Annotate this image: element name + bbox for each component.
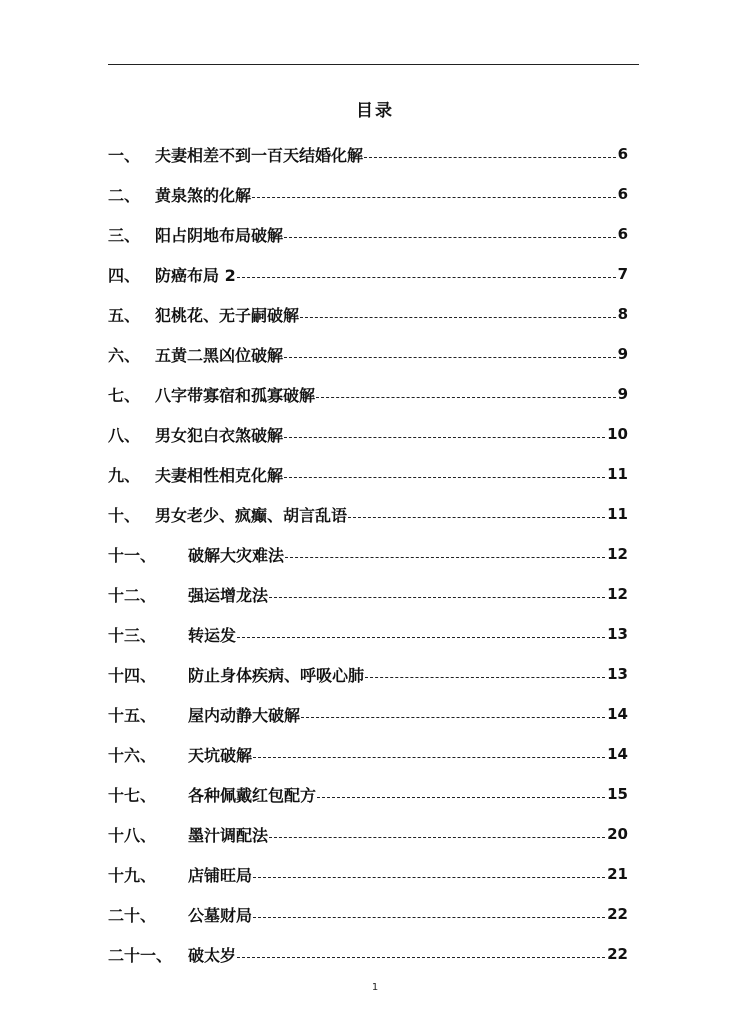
toc-entry-title: 防止身体疾病、呼吸心肺 [188, 665, 365, 685]
header-rule [108, 64, 639, 65]
toc-entry-title: 八字带寡宿和孤寡破解 [155, 385, 316, 405]
toc-entry-number: 十二、 [108, 585, 157, 605]
toc-entry-page: 22 [607, 945, 628, 963]
toc-entry-page: 14 [607, 705, 628, 723]
toc-entry-number: 三、 [108, 225, 141, 245]
toc-entry-number: 二、 [108, 185, 141, 205]
toc-entry[interactable] [108, 374, 628, 414]
leader-dots [285, 557, 605, 558]
leader-dots [364, 157, 616, 158]
toc-entry[interactable] [108, 734, 628, 774]
leader-dots [253, 877, 605, 878]
toc-entry[interactable] [108, 774, 628, 814]
toc-entry[interactable] [108, 694, 628, 734]
toc-entry-page: 15 [607, 785, 628, 803]
toc-entry-title: 阳占阴地布局破解 [155, 225, 284, 245]
toc-entry-number: 十、 [108, 505, 141, 525]
toc-entry-page: 9 [617, 345, 628, 363]
leader-dots [284, 237, 616, 238]
toc-entry[interactable] [108, 134, 628, 174]
toc-entry-title: 防癌布局 2 [155, 265, 236, 285]
toc-entry-number: 十四、 [108, 665, 157, 685]
toc-entry[interactable] [108, 574, 628, 614]
toc-entry-title: 犯桃花、无子嗣破解 [155, 305, 300, 325]
toc-entry-title: 破太岁 [188, 945, 237, 965]
toc-entry-number: 四、 [108, 265, 141, 285]
leader-dots [284, 477, 605, 478]
toc-entry-number: 二十一、 [108, 945, 173, 965]
toc-entry-number: 十八、 [108, 825, 157, 845]
toc-entry-title: 男女老少、疯癫、胡言乱语 [155, 505, 348, 525]
leader-dots [269, 837, 605, 838]
leader-dots [253, 917, 605, 918]
toc-entry-page: 8 [617, 305, 628, 323]
toc-entry-number: 十六、 [108, 745, 157, 765]
toc-entry-title: 黄泉煞的化解 [155, 185, 252, 205]
leader-dots [365, 677, 605, 678]
toc-entry-page: 9 [617, 385, 628, 403]
toc-entry-page: 14 [607, 745, 628, 763]
toc-entry-number: 七、 [108, 385, 141, 405]
leader-dots [316, 397, 616, 398]
toc-entry[interactable] [108, 614, 628, 654]
toc-list [108, 134, 628, 974]
toc-entry-page: 6 [617, 225, 628, 243]
toc-entry[interactable] [108, 814, 628, 854]
toc-entry-page: 12 [607, 545, 628, 563]
toc-entry-title: 店铺旺局 [188, 865, 253, 885]
toc-entry-page: 11 [607, 505, 628, 523]
toc-entry-number: 十九、 [108, 865, 157, 885]
toc-entry[interactable] [108, 174, 628, 214]
toc-entry[interactable] [108, 534, 628, 574]
toc-entry-title: 夫妻相性相克化解 [155, 465, 284, 485]
toc-entry-title: 各种佩戴红包配方 [188, 785, 317, 805]
toc-entry-number: 八、 [108, 425, 141, 445]
leader-dots [301, 717, 605, 718]
toc-entry[interactable] [108, 214, 628, 254]
toc-entry[interactable] [108, 494, 628, 534]
toc-entry-title: 天坑破解 [188, 745, 253, 765]
toc-entry-number: 六、 [108, 345, 141, 365]
toc-entry[interactable] [108, 334, 628, 374]
toc-entry-page: 21 [607, 865, 628, 883]
toc-entry[interactable] [108, 414, 628, 454]
toc-entry-page: 10 [607, 425, 628, 443]
leader-dots [284, 357, 616, 358]
toc-entry-number: 一、 [108, 145, 141, 165]
toc-title: 目录 [356, 101, 394, 121]
leader-dots [269, 597, 605, 598]
toc-entry-page: 22 [607, 905, 628, 923]
toc-entry-title: 五黄二黑凶位破解 [155, 345, 284, 365]
toc-entry-page: 13 [607, 665, 628, 683]
toc-entry[interactable] [108, 894, 628, 934]
toc-entry[interactable] [108, 654, 628, 694]
toc-entry-title: 公墓财局 [188, 905, 253, 925]
toc-entry-title: 夫妻相差不到一百天结婚化解 [155, 145, 364, 165]
toc-entry[interactable] [108, 854, 628, 894]
toc-entry-title: 破解大灾难法 [188, 545, 285, 565]
toc-entry[interactable] [108, 254, 628, 294]
toc-entry[interactable] [108, 934, 628, 974]
toc-entry-number: 十一、 [108, 545, 157, 565]
toc-entry-number: 十三、 [108, 625, 157, 645]
leader-dots [284, 437, 605, 438]
leader-dots [253, 757, 605, 758]
toc-entry-page: 6 [617, 145, 628, 163]
leader-dots [237, 637, 605, 638]
leader-dots [348, 517, 605, 518]
toc-entry-number: 二十、 [108, 905, 157, 925]
toc-entry-title: 转运发 [188, 625, 237, 645]
toc-entry-page: 13 [607, 625, 628, 643]
toc-entry-page: 20 [607, 825, 628, 843]
toc-entry-page: 6 [617, 185, 628, 203]
leader-dots [317, 797, 605, 798]
toc-entry[interactable] [108, 454, 628, 494]
toc-entry-page: 12 [607, 585, 628, 603]
leader-dots [237, 957, 605, 958]
toc-entry-title: 墨汁调配法 [188, 825, 269, 845]
leader-dots [237, 277, 616, 278]
toc-entry-title: 屋内动静大破解 [188, 705, 301, 725]
leader-dots [300, 317, 616, 318]
toc-entry-number: 十五、 [108, 705, 157, 725]
toc-entry-title: 男女犯白衣煞破解 [155, 425, 284, 445]
toc-entry-number: 九、 [108, 465, 141, 485]
toc-entry-number: 十七、 [108, 785, 157, 805]
leader-dots [252, 197, 616, 198]
page-number: 1 [371, 982, 379, 993]
toc-entry-page: 11 [607, 465, 628, 483]
toc-entry[interactable] [108, 294, 628, 334]
toc-entry-page: 7 [617, 265, 628, 283]
toc-entry-number: 五、 [108, 305, 141, 325]
toc-entry-title: 强运增龙法 [188, 585, 269, 605]
